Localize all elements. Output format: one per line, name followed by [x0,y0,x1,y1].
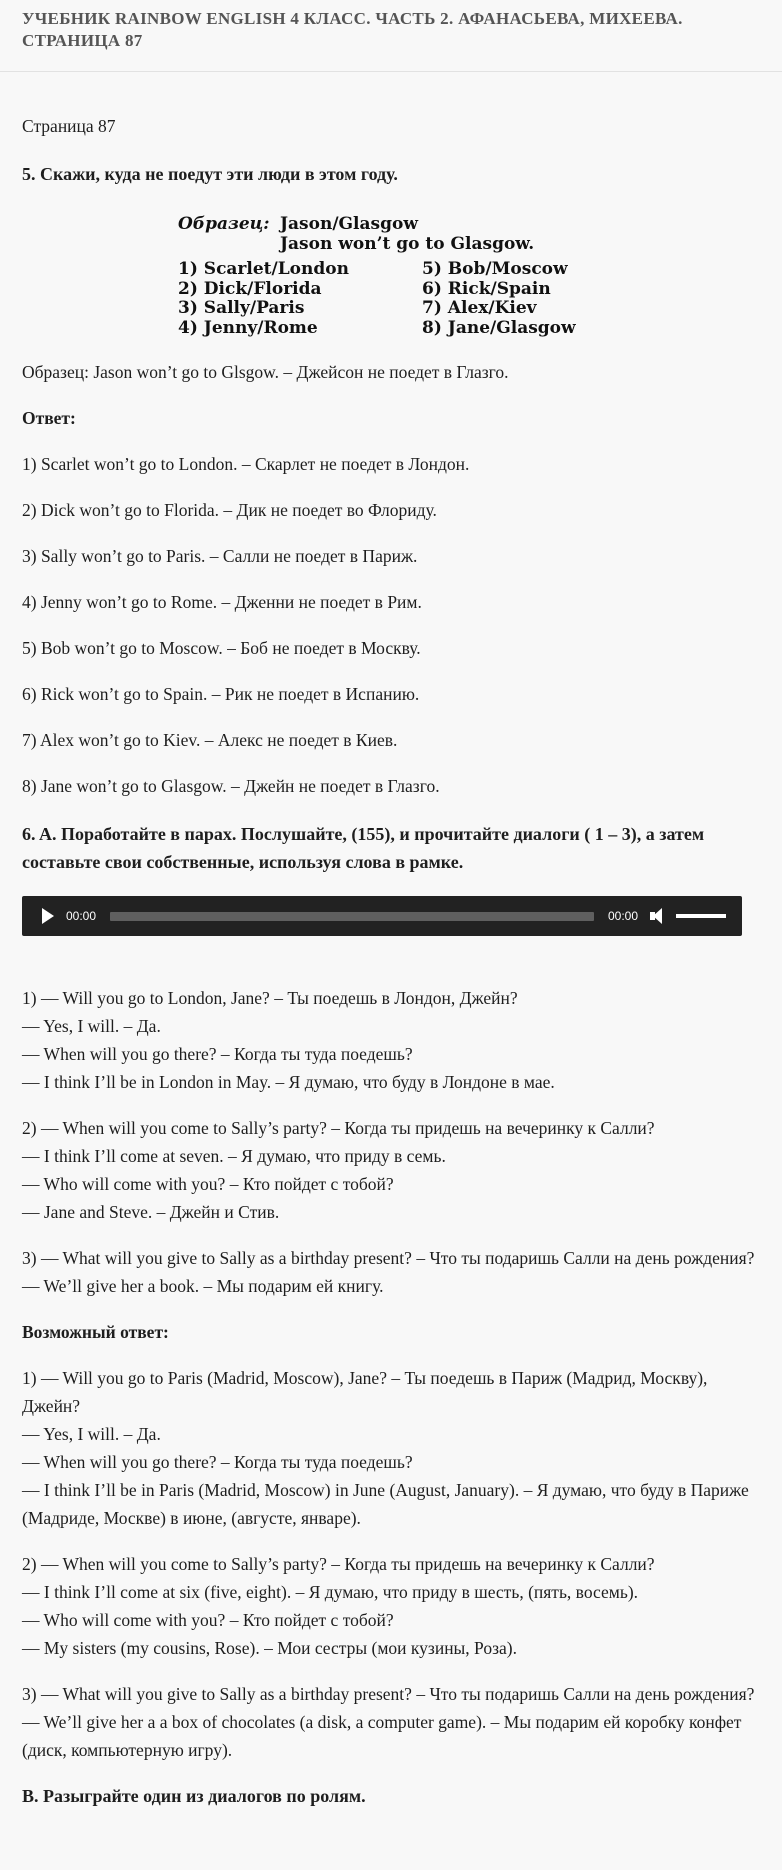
dialogue-line: 3) — What will you give to Sally as a birthday present? – Что ты подаришь Салли на день рождения? [22,1684,755,1704]
dialogue-line: — My sisters (my cousins, Rose). – Мои сестры (мои кузины, Роза). [22,1638,517,1658]
exercise-item: 3) Sally/Paris [178,298,305,318]
dialogue-line: — When will you go there? – Когда ты туда поедешь? [22,1044,413,1064]
possible-dialogue-2 [22,1550,760,1662]
possible-dialogue-3 [22,1680,760,1764]
answer-label: Ответ: [22,408,76,428]
dialogue-line: 3) — What will you give to Sally as a birthday present? – Что ты подаришь Салли на день рождения? [22,1248,755,1268]
dialogue-line: 2) — When will you come to Sally’s party? – Когда ты придешь на вечеринку к Салли? [22,1554,655,1574]
task-5-title: 5. Скажи, куда не поедут эти люди в этом году. [22,164,398,184]
dialogue-3 [22,1244,760,1300]
current-time: 00:00 [66,909,97,923]
answer-line: 8) Jane won’t go to Glasgow. – Джейн не поедет в Глазго. [22,776,440,796]
exercise-example-box [178,214,608,338]
answer-line: 7) Alex won’t go to Kiev. – Алекс не поедет в Киев. [22,730,398,750]
dialogue-line: — Who will come with you? – Кто пойдет с тобой? [22,1610,394,1630]
answer-line: 6) Rick won’t go to Spain. – Рик не поедет в Испанию. [22,684,420,704]
example-line-2: Jason won’t go to Glasgow. [280,234,535,254]
dialogue-line: — I think I’ll come at six (five, eight). – Я думаю, что приду в шесть, (пять, восемь). [22,1582,639,1602]
example-line-1: Jason/Glasgow [280,214,418,234]
audio-player [22,896,742,936]
example-label: Образец: [178,214,270,234]
dialogue-2 [22,1114,760,1226]
dialogue-line: 1) — Will you go to Paris (Madrid, Moscow), Jane? – Ты поедешь в Париж (Мадрид, Москву), Джейн? [22,1368,708,1416]
article-content [0,112,782,1810]
dialogue-line: — Yes, I will. – Да. [22,1424,161,1444]
dialogue-line: — We’ll give her a book. – Мы подарим ей книгу. [22,1276,384,1296]
exercise-item: 4) Jenny/Rome [178,317,318,338]
dialogue-1 [22,984,760,1096]
play-icon[interactable] [42,908,54,924]
possible-dialogue-1 [22,1364,760,1532]
dialogue-line: — I think I’ll be in London in May. – Я думаю, что буду в Лондоне в мае. [22,1072,555,1092]
exercise-item: 6) Rick/Spain [422,278,551,299]
answer-line: 4) Jenny won’t go to Rome. – Дженни не поедет в Рим. [22,592,422,612]
task-6-title: 6. A. Поработайте в парах. Послушайте, (155), и прочитайте диалоги ( 1 – 3), а затем составьте свои собственные, используя слова в рамке. [22,824,705,872]
answer-line: 2) Dick won’t go to Florida. – Дик не поедет во Флориду. [22,500,437,520]
duration-time: 00:00 [607,909,638,923]
page-header [0,0,782,72]
exercise-item: 1) Scarlet/London [178,259,349,279]
page-title: УЧЕБНИК RAINBOW ENGLISH 4 КЛАСС. ЧАСТЬ 2. АФАНАСЬЕВА, МИХЕЕВА. СТРАНИЦА 87 [22,9,683,50]
dialogue-line: — We’ll give her a a box of chocolates (a disk, a computer game). – Мы подарим ей коробку конфет (диск, компьютерную игру). [22,1712,742,1760]
dialogue-line: 2) — When will you come to Sally’s party? – Когда ты придешь на вечеринку к Салли? [22,1118,655,1138]
exercise-item: 5) Bob/Moscow [422,259,568,279]
exercise-item: 2) Dick/Florida [178,278,322,299]
exercise-item: 8) Jane/Glasgow [422,317,576,338]
dialogue-line: — When will you go there? – Когда ты туда поедешь? [22,1452,413,1472]
dialogue-line: — I think I’ll be in Paris (Madrid, Moscow) in June (August, January). – Я думаю, что буду в Париже (Мадриде, Москве) в июне, (августе, январе). [22,1480,749,1528]
answer-line: 1) Scarlet won’t go to London. – Скарлет не поедет в Лондон. [22,454,470,474]
possible-answer-label: Возможный ответ: [22,1322,169,1342]
dialogue-line: — Who will come with you? – Кто пойдет с тобой? [22,1174,394,1194]
page-number-label: Страница 87 [22,116,116,136]
seek-bar[interactable] [110,912,594,921]
volume-icon[interactable] [650,907,668,925]
dialogue-line: 1) — Will you go to London, Jane? – Ты поедешь в Лондон, Джейн? [22,988,518,1008]
answer-line: 5) Bob won’t go to Moscow. – Боб не поедет в Москву. [22,638,421,658]
dialogue-line: — I think I’ll come at seven. – Я думаю, что приду в семь. [22,1146,446,1166]
dialogue-line: — Yes, I will. – Да. [22,1016,161,1036]
dialogue-line: — Jane and Steve. – Джейн и Стив. [22,1202,280,1222]
task-6b-title: B. Разыграйте один из диалогов по ролям. [22,1786,366,1806]
exercise-item: 7) Alex/Kiev [422,298,537,318]
answer-line: 3) Sally won’t go to Paris. – Салли не поедет в Париж. [22,546,418,566]
volume-slider[interactable] [676,914,726,918]
example-translation: Образец: Jason won’t go to Glsgow. – Джейсон не поедет в Глазго. [22,362,509,382]
exercise-items-grid [178,260,608,338]
